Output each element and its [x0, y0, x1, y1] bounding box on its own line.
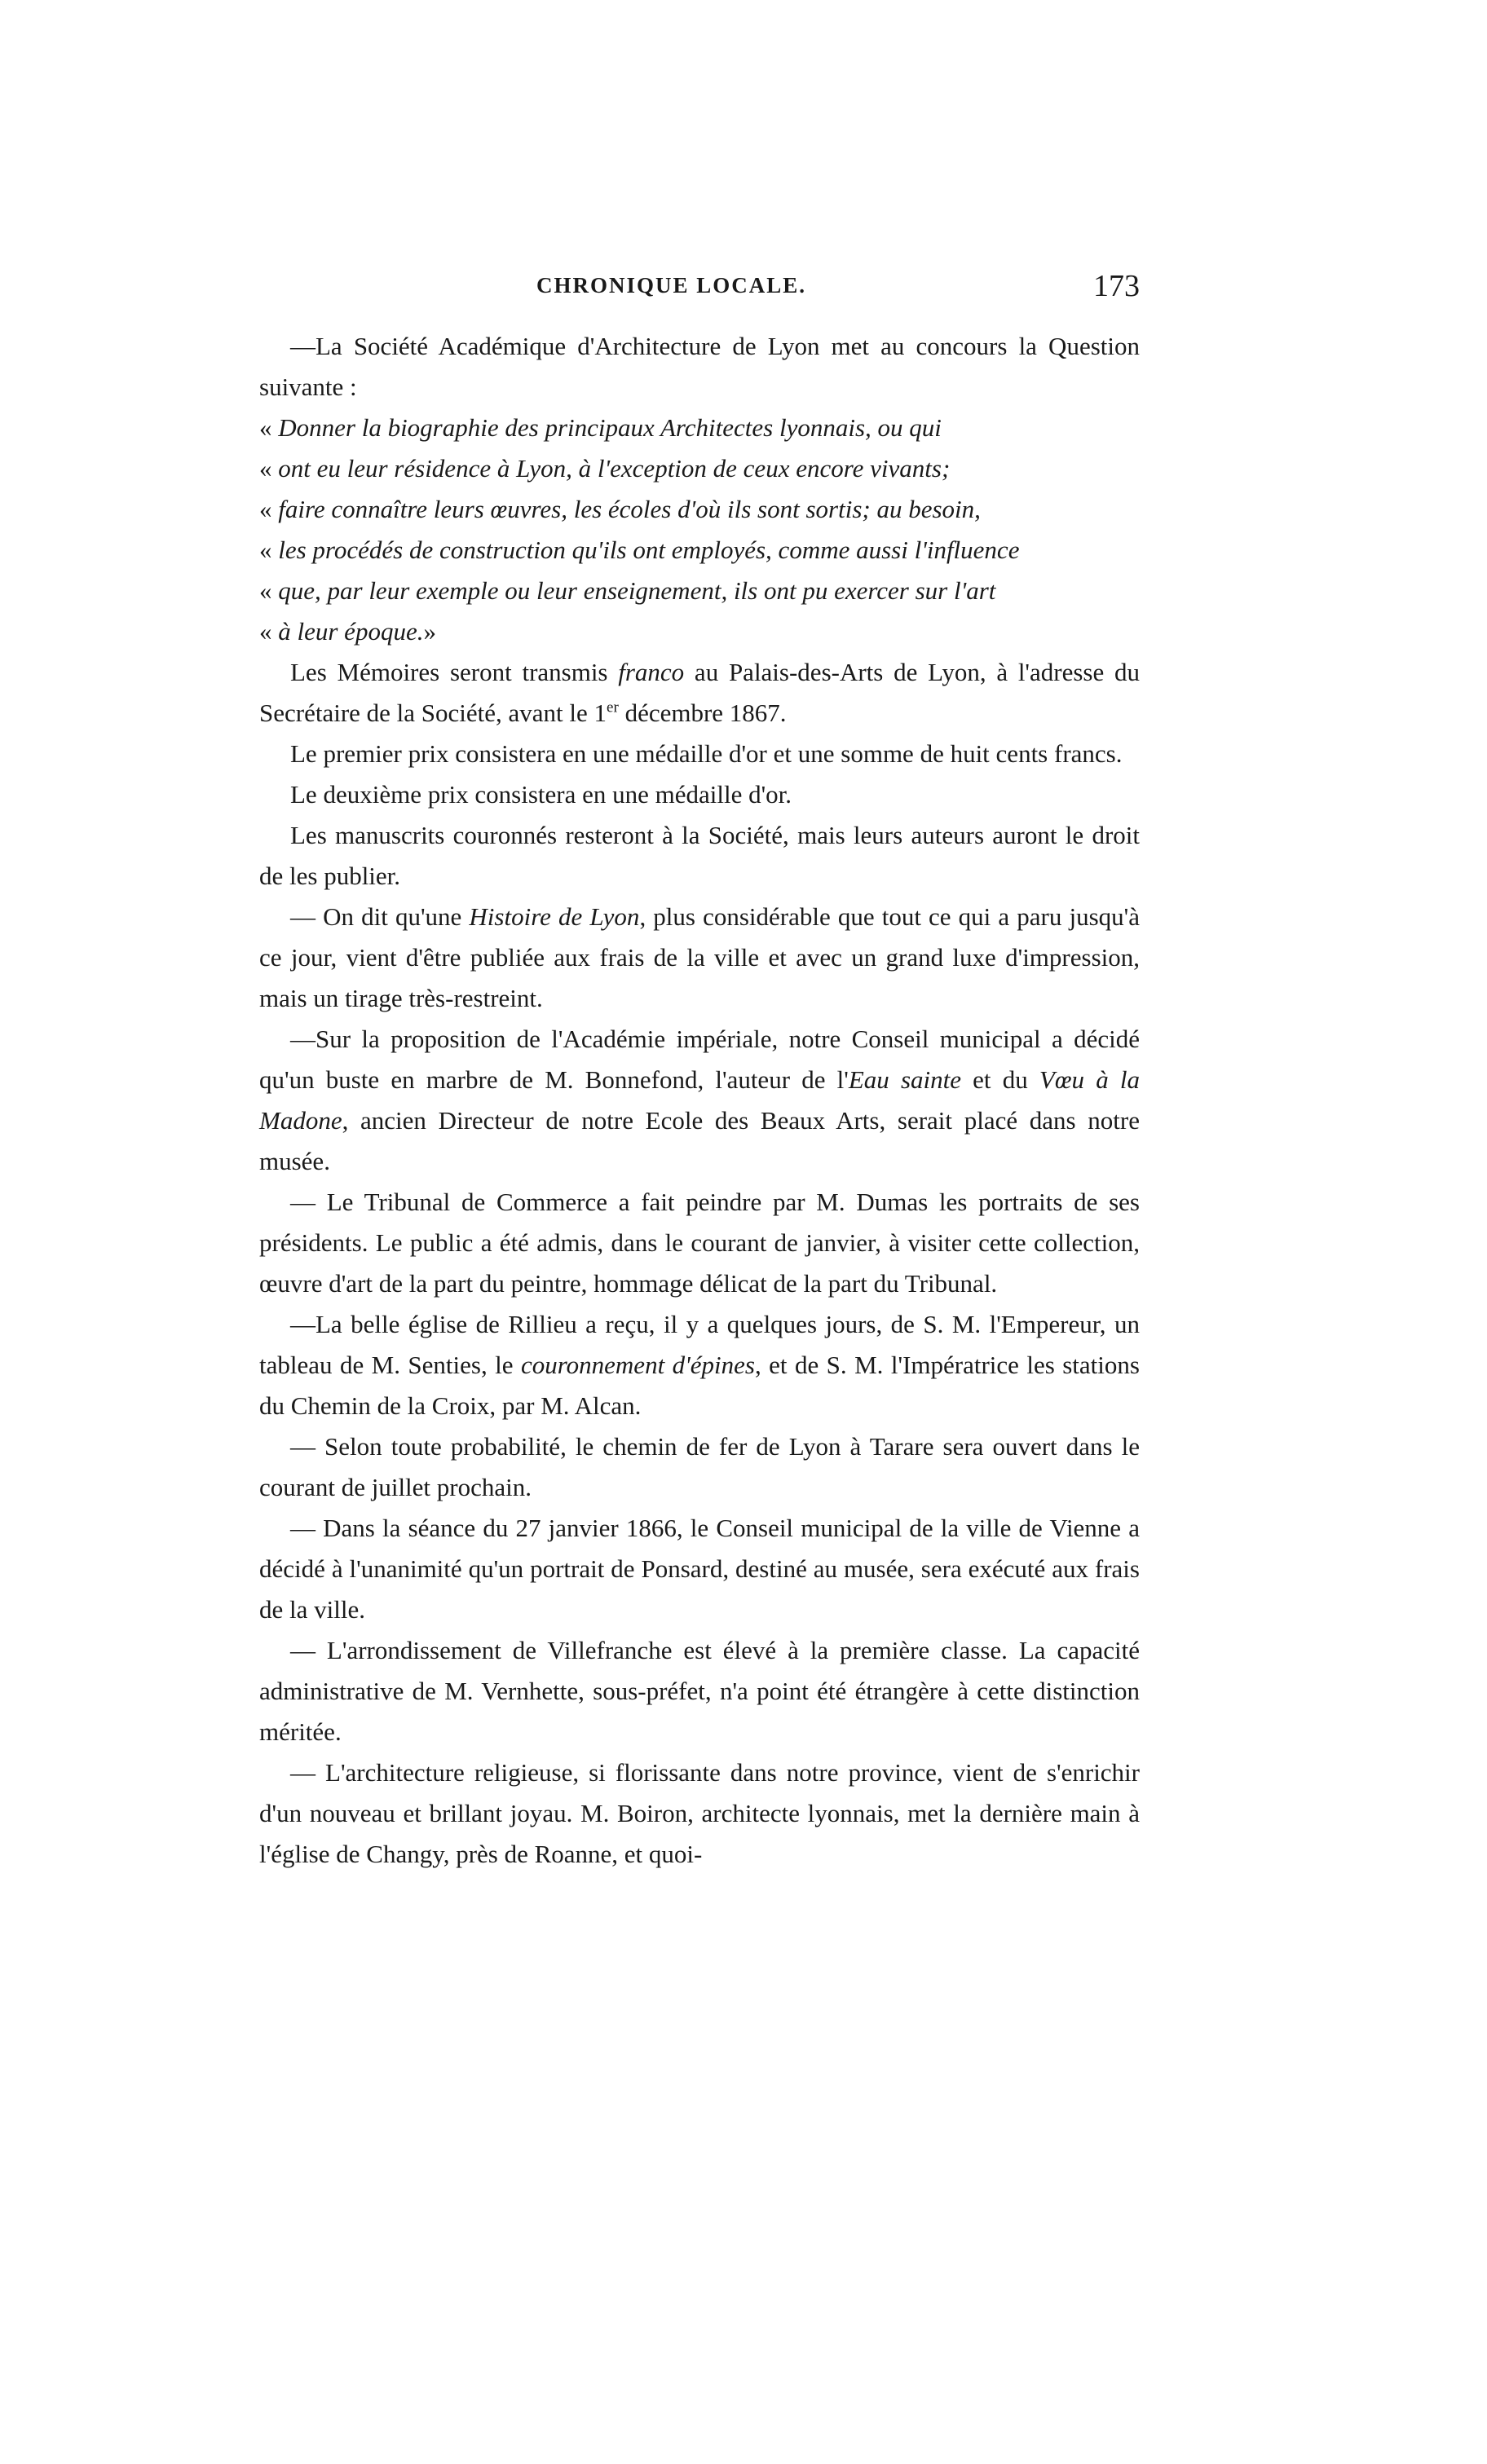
quote-mark: «	[259, 576, 272, 605]
paragraph-tribunal: — Le Tribunal de Commerce a fait peindre par M. Dumas les portraits de ses présidents. Le public a été admis, dans le courant de janvier, à visiter cette collection, œuvre d'art de la part du peintre, hommage délicat de la part du Tribunal.	[259, 1188, 1140, 1298]
quote-line: « ont eu leur résidence à Lyon, à l'exception de ceux encore vivants;	[259, 454, 951, 483]
paragraph-villefranche: — L'arrondissement de Villefranche est élevé à la première classe. La capacité administrative de M. Vernhette, sous-préfet, n'a point été étrangère à cette distinction méritée.	[259, 1636, 1140, 1746]
quote-line: « à leur époque.»	[259, 617, 436, 646]
quote-line: « faire connaître leurs œuvres, les écoles d'où ils sont sortis; au besoin,	[259, 495, 981, 523]
paragraph-concours: —La Société Académique d'Architecture de Lyon met au concours la Question suivante :	[259, 332, 1140, 401]
paragraph-changy: — L'architecture religieuse, si florissante dans notre province, vient de s'enrichir d'un nouveau et brillant joyau. M. Boiron, architecte lyonnais, met la dernière main à l'église de Changy, près de Roanne, et quoi-	[259, 1758, 1140, 1868]
quote-mark: «	[259, 413, 272, 442]
paragraph-buste-bonnefond: —Sur la proposition de l'Académie impériale, notre Conseil municipal a décidé qu'un buste en marbre de M. Bonnefond, l'auteur de l'Eau sainte et du Vœu à la Madone, ancien Directeur de notre Ecole des Beaux Arts, serait placé dans notre musée.	[259, 1025, 1140, 1175]
running-head: CHRONIQUE LOCALE.	[536, 273, 807, 298]
quote-line: « Donner la biographie des principaux Architectes lyonnais, ou qui	[259, 413, 942, 442]
paragraph-deuxieme-prix: Le deuxième prix consistera en une médaille d'or.	[290, 780, 792, 809]
quote-line: « que, par leur exemple ou leur enseignement, ils ont pu exercer sur l'art	[259, 576, 996, 605]
body-text	[259, 326, 1140, 1875]
quote-mark: «	[259, 617, 272, 646]
quote-mark: «	[259, 536, 272, 564]
paragraph-memoires: Les Mémoires seront transmis franco au Palais-des-Arts de Lyon, à l'adresse du Secrétaire de la Société, avant le 1er décembre 1867.	[259, 658, 1140, 727]
paragraph-chemin-de-fer: — Selon toute probabilité, le chemin de fer de Lyon à Tarare sera ouvert dans le courant de juillet prochain.	[259, 1432, 1140, 1501]
quoted-question	[259, 408, 1140, 652]
paragraph-ponsard: — Dans la séance du 27 janvier 1866, le Conseil municipal de la ville de Vienne a décidé à l'unanimité qu'un portrait de Ponsard, destiné au musée, sera exécuté aux frais de la ville.	[259, 1514, 1140, 1624]
quote-line: « les procédés de construction qu'ils ont employés, comme aussi l'influence	[259, 536, 1020, 564]
paragraph-premier-prix: Le premier prix consistera en une médaille d'or et une somme de huit cents francs.	[290, 739, 1123, 768]
quote-mark-close: »	[423, 617, 436, 646]
quote-mark: «	[259, 454, 272, 483]
paragraph-rillieu: —La belle église de Rillieu a reçu, il y a quelques jours, de S. M. l'Empereur, un tableau de M. Senties, le couronnement d'épines, et de S. M. l'Impératrice les stations du Chemin de la Croix, par M. Alcan.	[259, 1310, 1140, 1420]
paragraph-manuscrits: Les manuscrits couronnés resteront à la Société, mais leurs auteurs auront le droit de les publier.	[259, 821, 1140, 890]
page-header	[259, 269, 1140, 322]
paragraph-histoire-lyon: — On dit qu'une Histoire de Lyon, plus considérable que tout ce qui a paru jusqu'à ce jour, vient d'être publiée aux frais de la ville et avec un grand luxe d'impression, mais un tirage très-restreint.	[259, 902, 1140, 1012]
quote-mark: «	[259, 495, 272, 523]
page-number: 173	[1093, 269, 1140, 303]
